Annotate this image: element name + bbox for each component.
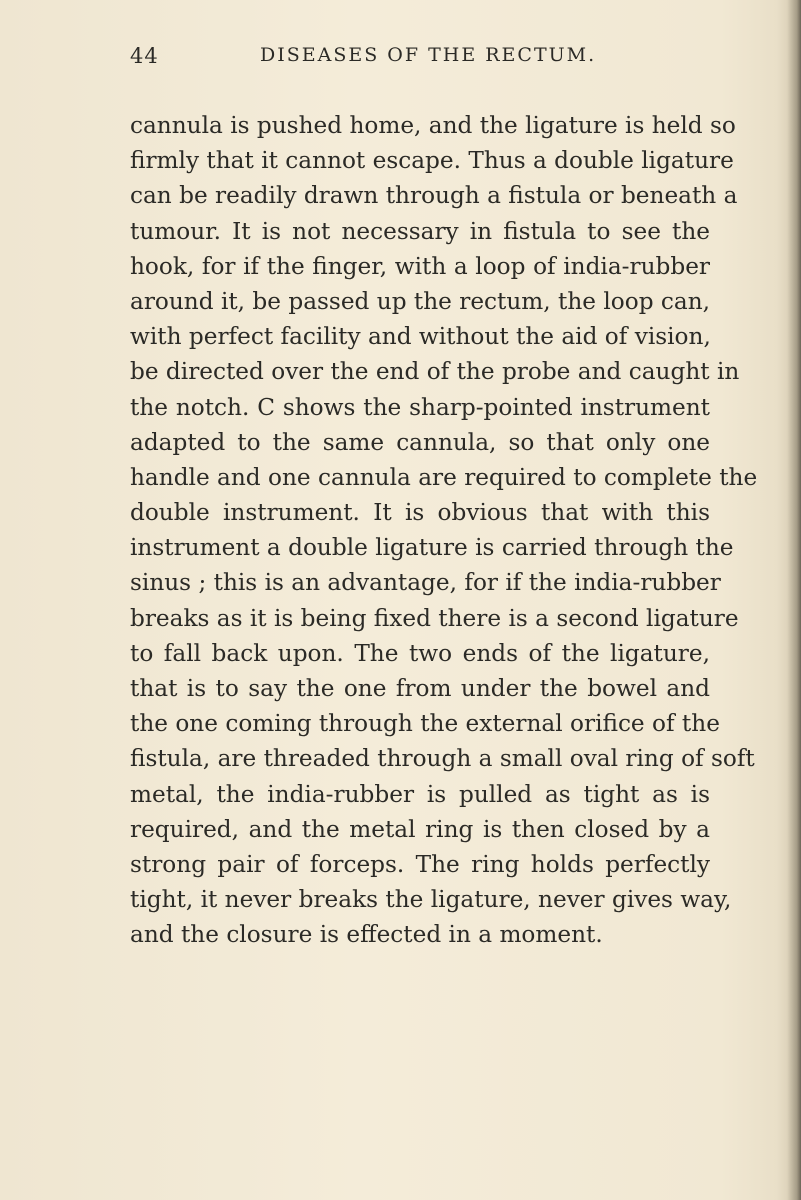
page-edge-shadow <box>787 0 801 1200</box>
text-line: with perfect facility and without the aid of vision, <box>130 323 711 351</box>
text-line: that is to say the one from under the bowel and <box>130 675 710 702</box>
body-paragraph <box>130 108 758 953</box>
text-line: fistula, are threaded through a small oval ring of soft <box>130 745 755 773</box>
text-line: hook, for if the finger, with a loop of india-rubber <box>130 252 710 280</box>
text-line: required, and the metal ring is then closed by a <box>130 815 710 843</box>
text-line: instrument a double ligature is carried through the <box>130 534 734 562</box>
text-line: can be readily drawn through a fistula or beneath a <box>130 182 738 210</box>
text-line: around it, be passed up the rectum, the loop can, <box>130 287 711 315</box>
running-head <box>130 44 710 78</box>
text-line: and the closure is effected in a moment. <box>130 921 603 949</box>
text-line: breaks as it is being fixed there is a second ligature <box>130 604 739 632</box>
text-line: strong pair of forceps. The ring holds perfectly <box>130 850 710 878</box>
text-line: metal, the india-rubber is pulled as tight as is <box>130 780 710 808</box>
text-line: firmly that it cannot escape. Thus a double ligature <box>130 147 734 175</box>
text-line: the notch. C shows the sharp-pointed instrument <box>130 393 710 421</box>
text-line: to fall back upon. The two ends of the ligature, <box>130 639 710 667</box>
text-line: the one coming through the external orifice of the <box>130 710 720 738</box>
text-line: sinus ; this is an advantage, for if the india-rubber <box>130 569 721 597</box>
text-line: be directed over the end of the probe and caught in <box>130 358 740 386</box>
text-line: adapted to the same cannula, so that only one <box>130 428 710 456</box>
running-title: DISEASES OF THE RECTUM. <box>260 44 597 66</box>
text-line: handle and one cannula are required to complete the <box>130 463 758 491</box>
text-line: double instrument. It is obvious that with this <box>130 499 710 527</box>
text-line: tumour. It is not necessary in fistula to see the <box>130 217 710 245</box>
text-line: tight, it never breaks the ligature, never gives way, <box>130 886 732 914</box>
page-number: 44 <box>130 44 159 68</box>
text-line: cannula is pushed home, and the ligature is held so <box>130 112 736 139</box>
